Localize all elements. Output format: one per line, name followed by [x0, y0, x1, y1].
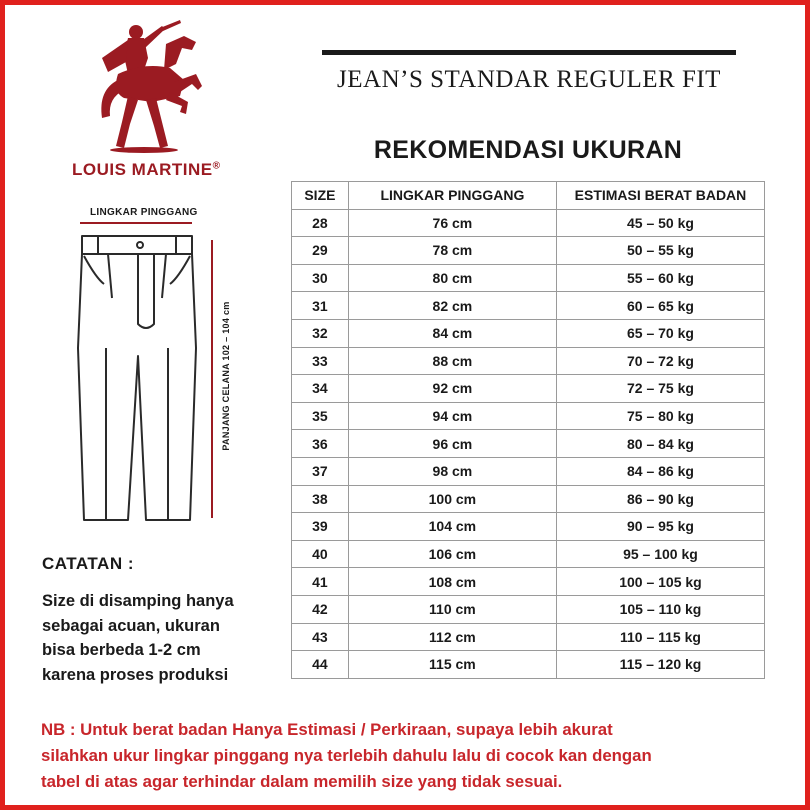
page-subtitle: REKOMENDASI UKURAN — [373, 136, 683, 164]
nb-note: NB : Untuk berat badan Hanya Estimasi / Perkiraan, supaya lebih akurat silahkan ukur lingkar pinggang nya terlebih dahulu lalu di cocok kan dengan tabel di atas agar terhindar dalam memilih size yang tidak sesuai. — [41, 720, 652, 791]
cell-waist: 98 cm — [348, 457, 556, 485]
cell-size: 28 — [292, 209, 349, 237]
table-row — [292, 513, 765, 541]
brand-name-text: LOUIS MARTINE — [72, 160, 213, 179]
table-row — [292, 430, 765, 458]
table-row — [292, 568, 765, 596]
table-row — [292, 292, 765, 320]
cell-waist: 106 cm — [348, 540, 556, 568]
cell-size: 38 — [292, 485, 349, 513]
cell-size: 40 — [292, 540, 349, 568]
cell-weight: 86 – 90 kg — [556, 485, 764, 513]
cell-weight: 100 – 105 kg — [556, 568, 764, 596]
table-row — [292, 457, 765, 485]
cell-weight: 95 – 100 kg — [556, 540, 764, 568]
cell-weight: 84 – 86 kg — [556, 457, 764, 485]
cell-weight: 60 – 65 kg — [556, 292, 764, 320]
table-row — [292, 264, 765, 292]
cell-size: 43 — [292, 623, 349, 651]
table-row — [292, 319, 765, 347]
cell-weight: 105 – 110 kg — [556, 595, 764, 623]
cell-size: 29 — [292, 237, 349, 265]
brand-name — [72, 160, 220, 180]
header-waist: LINGKAR PINGGANG — [348, 182, 556, 210]
cell-waist: 100 cm — [348, 485, 556, 513]
cell-size: 41 — [292, 568, 349, 596]
cell-waist: 92 cm — [348, 375, 556, 403]
horse-rider-icon — [88, 18, 228, 158]
length-measure-line — [211, 240, 213, 518]
cell-size: 34 — [292, 375, 349, 403]
table-row — [292, 375, 765, 403]
notes-body: Size di disamping hanya sebagai acuan, ukuran bisa berbeda 1-2 cm karena proses produksi — [42, 592, 234, 684]
cell-waist: 78 cm — [348, 237, 556, 265]
cell-waist: 110 cm — [348, 595, 556, 623]
cell-size: 42 — [292, 595, 349, 623]
cell-waist: 94 cm — [348, 402, 556, 430]
header-size: SIZE — [292, 182, 349, 210]
cell-waist: 115 cm — [348, 651, 556, 679]
page-title: JEAN’S STANDAR REGULER FIT — [337, 66, 721, 93]
cell-size: 32 — [292, 319, 349, 347]
cell-weight: 115 – 120 kg — [556, 651, 764, 679]
size-table — [291, 181, 765, 679]
waist-measure-line — [80, 222, 192, 224]
cell-waist: 76 cm — [348, 209, 556, 237]
cell-size: 37 — [292, 457, 349, 485]
cell-size: 31 — [292, 292, 349, 320]
table-row — [292, 402, 765, 430]
cell-waist: 108 cm — [348, 568, 556, 596]
cell-waist: 84 cm — [348, 319, 556, 347]
cell-size: 35 — [292, 402, 349, 430]
table-row — [292, 623, 765, 651]
cell-weight: 70 – 72 kg — [556, 347, 764, 375]
cell-weight: 110 – 115 kg — [556, 623, 764, 651]
registered-mark: ® — [212, 160, 221, 172]
table-row — [292, 485, 765, 513]
cell-weight: 80 – 84 kg — [556, 430, 764, 458]
cell-size: 39 — [292, 513, 349, 541]
cell-size: 44 — [292, 651, 349, 679]
table-row — [292, 540, 765, 568]
cell-waist: 96 cm — [348, 430, 556, 458]
cell-waist: 112 cm — [348, 623, 556, 651]
cell-weight: 75 – 80 kg — [556, 402, 764, 430]
pants-outline-icon — [76, 228, 200, 526]
table-body — [292, 209, 765, 678]
table-row — [292, 237, 765, 265]
table-header-row — [292, 182, 765, 210]
cell-weight: 65 – 70 kg — [556, 319, 764, 347]
cell-weight: 90 – 95 kg — [556, 513, 764, 541]
cell-waist: 104 cm — [348, 513, 556, 541]
cell-waist: 80 cm — [348, 264, 556, 292]
cell-size: 36 — [292, 430, 349, 458]
cell-weight: 55 – 60 kg — [556, 264, 764, 292]
cell-size: 33 — [292, 347, 349, 375]
cell-size: 30 — [292, 264, 349, 292]
table-row — [292, 595, 765, 623]
cell-weight: 45 – 50 kg — [556, 209, 764, 237]
table-row — [292, 209, 765, 237]
header-rule — [322, 50, 736, 55]
cell-weight: 72 – 75 kg — [556, 375, 764, 403]
waist-label: LINGKAR PINGGANG — [90, 207, 198, 218]
cell-weight: 50 – 55 kg — [556, 237, 764, 265]
cell-waist: 88 cm — [348, 347, 556, 375]
table-row — [292, 347, 765, 375]
notes-title: CATATAN : — [42, 554, 134, 573]
cell-waist: 82 cm — [348, 292, 556, 320]
table-row — [292, 651, 765, 679]
header-weight: ESTIMASI BERAT BADAN — [556, 182, 764, 210]
length-label-text: PANJANG CELANA 102 – 104 cm — [221, 301, 231, 451]
